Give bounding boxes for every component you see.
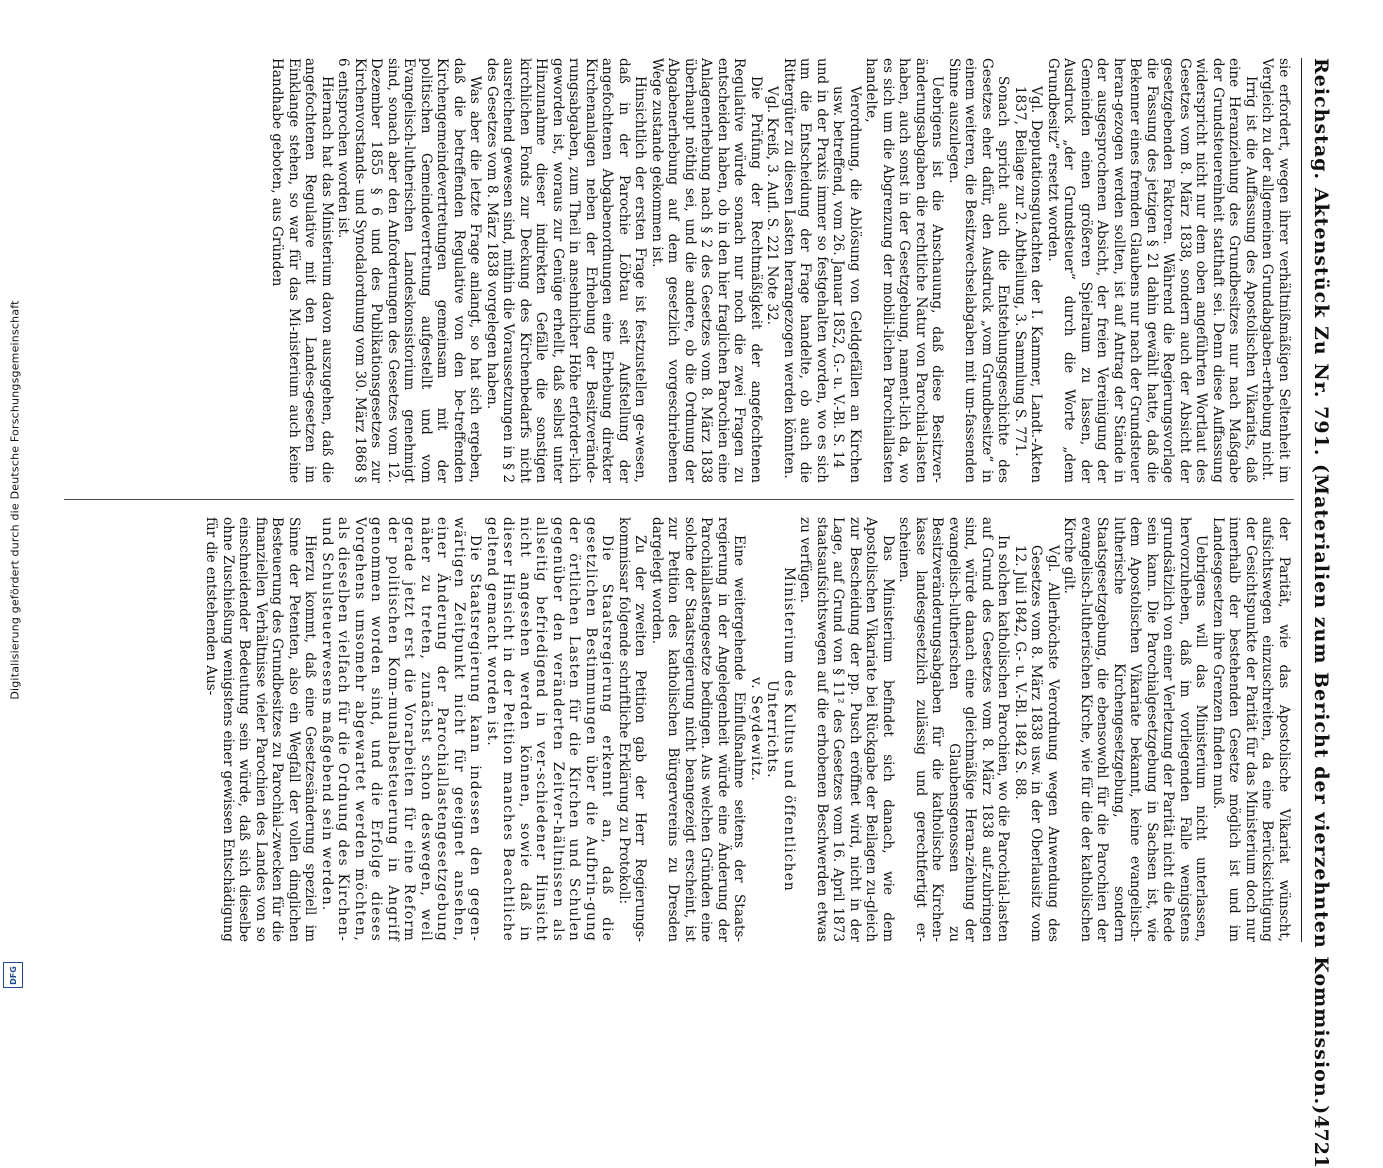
- paragraph: Irrig ist die Auffassung des Apostolischen Vikariats, daß eine Heranziehung des Grundbesitzes nur nach Maßgabe der Grundsteuereinheit statthaft sei. Denn diese Auffassung widerspricht nicht nur dem oben angeführten Wortlaut des Gesetzes vom 8. März 1838, sondern auch der Absicht der gesetzgebenden Faktoren. Während die Regierungsvorlage die Fassung des jetzigen § 21 dahin gewählt hatte, daß die Bekenner eines fremden Glaubens nur nach der Grundsteuer heran-gezogen werden sollten, ist auf Antrag der Stände in der ausgesprochenen Absicht, der freien Vereinigung der Gemeinden einen größeren Spielraum zu lassen, der Ausdruck „der Grundsteuer“ durch die Worte „dem Grundbesitz“ ersetzt worden.: [1045, 58, 1259, 483]
- dfg-logo-text: DFG: [8, 965, 18, 985]
- left-column: [66, 58, 1292, 483]
- paragraph: Uebrigens will das Ministerium nicht unterlassen, hervorzuheben, daß im vorliegenden Falle wenigstens grundsätzlich von einer Verletzung der Parität nicht die Rede sein kann. Die Parochialgesetzgebung in Sachsen ist, wie dem Apostolischen Vikariate bekannt, keine evangelisch-lutherische Kirchengesetzgebung, sondern Staatsgesetzgebung, die ebensowohl für die Parochien der evangelisch-lutherischen Kirche, wie für die der katholischen Kirche gilt.: [1061, 517, 1210, 942]
- paragraph: Sonach spricht auch die Entstehungsgeschichte des Gesetzes eher dafür, den Ausdruck „vom Grundbesitze“ in einem weiteren, die Besitzwechselabgaben mit um-fassenden Sinne auszulegen.: [946, 58, 1012, 483]
- paragraph: Hiernach hat das Ministerium davon auszugehen, daß die angefochtenen Regulative mit den Landes-gesetzen im Einklange stehen, so war für das Mi-nisterium auch keine Handhabe geboten, aus Gründen: [269, 58, 335, 483]
- paragraph: Vgl. Kreiß, 3. Aufl. S. 221 Note 32.: [764, 86, 781, 326]
- credit-text: Digitalisierung gefördert durch die Deutsche Forschungsgemeinschaft: [8, 300, 22, 700]
- document-page: [50, 40, 1340, 1168]
- paragraph: Was aber die letzte Frage anlangt, so hat sich ergeben, daß die betreffenden Regulative von den be-treffenden Kirchengemeindevertretungen gemeinsam mit der politischen Gemeindevertretung aufgestellt und vom Evangelisch-lutherischen Landeskonsistorium genehmigt sind, sonach aber den Anforderungen des Gesetzes vom 12. Dezember 1855 § 6 und des Publikationsgesetzes zur Kirchenvorstands- und Synodalordnung vom 30. März 1868 § 6 entsprochen worden ist.: [335, 58, 484, 483]
- column-divider: [64, 499, 1294, 500]
- paragraph: Die Staatsregierung erkennt an, daß die gesetzlichen Bestimmungen über die Aufbrin-gung der örtlichen Lasten für die Kirchen und Schulen gegenüber den veränderten Zeitver-hältnissen als allseitig befriedigend in ver-schiedener Hinsicht nicht angesehen werden können, sowie daß in dieser Hinsicht in der Petition manches Beachtliche geltend gemacht worden ist.: [484, 517, 616, 942]
- paragraph: Die Prüfung der Rechtmäßigkeit der angefochtenen Regulative würde sonach nur noch die zwei Fragen zu entscheiden haben, ob in den hier fraglichen Parochien eine Anlagenerhebung nach § 2 des Gesetzes vom 8. März 1838 überhaupt nöthig sei, und die andere, ob die Ordnung der Abgabenerhebung auf dem gesetzlich vorgeschriebenen Wege zustande gekommen ist.: [649, 58, 764, 483]
- paragraph: sie erfordert, wegen ihrer verhältnißmäßigen Seltenheit im Vergleich zu der allgemeinen Grundabgaben-erhebung nicht.: [1259, 58, 1292, 483]
- paragraph: Das Ministerium befindet sich danach, wie dem Apostolischen Vikariate bei Rückgabe der Beilagen zu-gleich zur Bescheidung der pp. Pusch eröffnet wird, nicht in der Lage, auf Grund von § 11² des Gesetzes vom 16. April 1873 staatsaufsichtswegen auf die erhobenen Beschwerden etwas zu verfügen.: [797, 517, 896, 942]
- dfg-logo: [3, 962, 23, 988]
- digitization-credit: [0, 0, 30, 1000]
- right-column: [66, 517, 1292, 942]
- paragraph: Vgl. Allerhöchste Verordnung wegen Anwendung des Gesetzes vom 8. März 1838 usw. in der Oberlausitz vom 12. Juli 1842, G.- u. V.-Bl. 1842 S. 88.: [1012, 545, 1061, 942]
- paragraph: Eine weitergehende Einflußnahme seitens der Staats-regierung in der Angelegenheit würde eine Änderung der Parochiallastengesetze bedingen. Aus welchen Gründen eine solche der Staatsregierung nicht beangezeigt erscheint, ist zur Petition des katholischen Bürgervereins zu Dresden dargelegt worden.: [649, 517, 748, 942]
- paragraph: v. Seydewitz.: [748, 676, 764, 783]
- paragraph: Hierzu kommt, daß eine Gesetzesänderung speziell im Sinne der Petenten, also ein Wegfall der vollen dinglichen Besteuerung des Grundbesitzes zu Parochial-zwecken für die finanziellen Verhältnisse vieler Parochien des Landes von so einschneidender Bedeutung sein würde, daß sich dieselbe ohne Zuschießung wenigstens einer gewissen Entschädigung für die entstehenden Aus-: [203, 517, 319, 942]
- paragraph: und in der Praxis immer so festgehalten worden, wo es sich um die Entscheidung der Frage handelte, ob auch die Rittergüter zu diesen Lasten herangezogen werden könnten.: [781, 58, 830, 483]
- paragraph: In solchen katholischen Parochien, wo die Parochial-lasten auf Grund des Gesetzes vom 8. März 1838 auf-zubringen sind, würde danach eine gleichmäßige Heran-ziehung der evangelisch-lutherischen Glaubensgenossen zu Besitzveränderungsabgaben für die katholische Kirchen-kasse landesgesetzlich zulässig und gerechtfertigt er-scheinen.: [896, 517, 1012, 942]
- page-header: [1301, 58, 1332, 1168]
- paragraph: Verordnung, die Ablösung von Geldgefällen an Kirchen usw. betreffend, vom 26. Januar 1852, G.- u. V.-Bl. S. 14: [830, 86, 863, 483]
- paragraph: Die Staatsregierung kann indessen den gegen-wärtigen Zeitpunkt nicht für geeignet ansehen, einer Änderung der Parochiallastengesetzgebung näher zu treten, zunächst schon deswegen, weil gerade jetzt erst die Vorarbeiten für eine Reform der politischen Kom-munalbesteuerung in Angriff genommen worden sind, und die Erfolge dieses Vorgehens umsomehr abgewartet werden möchten, als dieselben vielfach für die Ordnung des Kirchen- und Schulsteuerwesens maßgebend sein werden.: [319, 517, 484, 942]
- paragraph: Ministerium des Kultus und öffentlichen Unterrichts.: [764, 567, 797, 892]
- paragraph: Uebrigens ist die Anschauung, daß diese Besitzver-änderungsabgaben die rechtliche Natur von Parochial-lasten haben, auch sonst in der Gesetzgebung, nament-lich da, wo es sich um die Abgrenzung der mobili-lichen Parochiallasten handelte,: [863, 58, 946, 483]
- paragraph: Vgl. Deputationsgutachten der I. Kammer, Landt.-Akten 1837, Beilage zur 2. Abtheilung, 3. Sammlung S. 771.: [1012, 86, 1045, 483]
- paragraph: Hinsichtlich der ersten Frage ist festzustellen ge-wesen, daß in der Parochie Löbtau seit Aufstellung der angefochtenen Abgabenordnungen eine Erhebung direkter Kirchenanlagen neben der Erhebung der Besitzverände-rungsabgaben, zum Theil in ansehnlicher Höhe erforder-lich geworden ist, woraus zur Genüge erhellt, daß selbst unter Hinzunahme dieser indirekten Gefälle die sonstigen kirchlichen Fonds zur Deckung des Kirchenbedarfs nicht ausreichend gewesen sind, mithin die Voraussetzungen in § 2 des Gesetzes vom 8. März 1838 vorgelegen haben.: [484, 58, 649, 483]
- paragraph: der Parität, wie das Apostolische Vikariat wünscht, aufsichtswegen einzuschreiten, da eine Berücksichtigung der Gesichtspunkte der Parität für das Ministerium doch nur innerhalb der bestehenden Gesetze möglich ist und im Landesgesetzen ihre Grenzen finden muß.: [1210, 517, 1292, 942]
- paragraph: Zu der zweiten Petition gab der Herr Regierungs-kommissar folgende schriftliche Erklärung zu Protokoll:: [616, 517, 649, 942]
- page-number: 4721: [1310, 1115, 1332, 1168]
- header-title: Reichstag. Aktenstück Zu Nr. 791. (Materialien zum Bericht der vierzehnten Kommission.): [1310, 58, 1332, 1116]
